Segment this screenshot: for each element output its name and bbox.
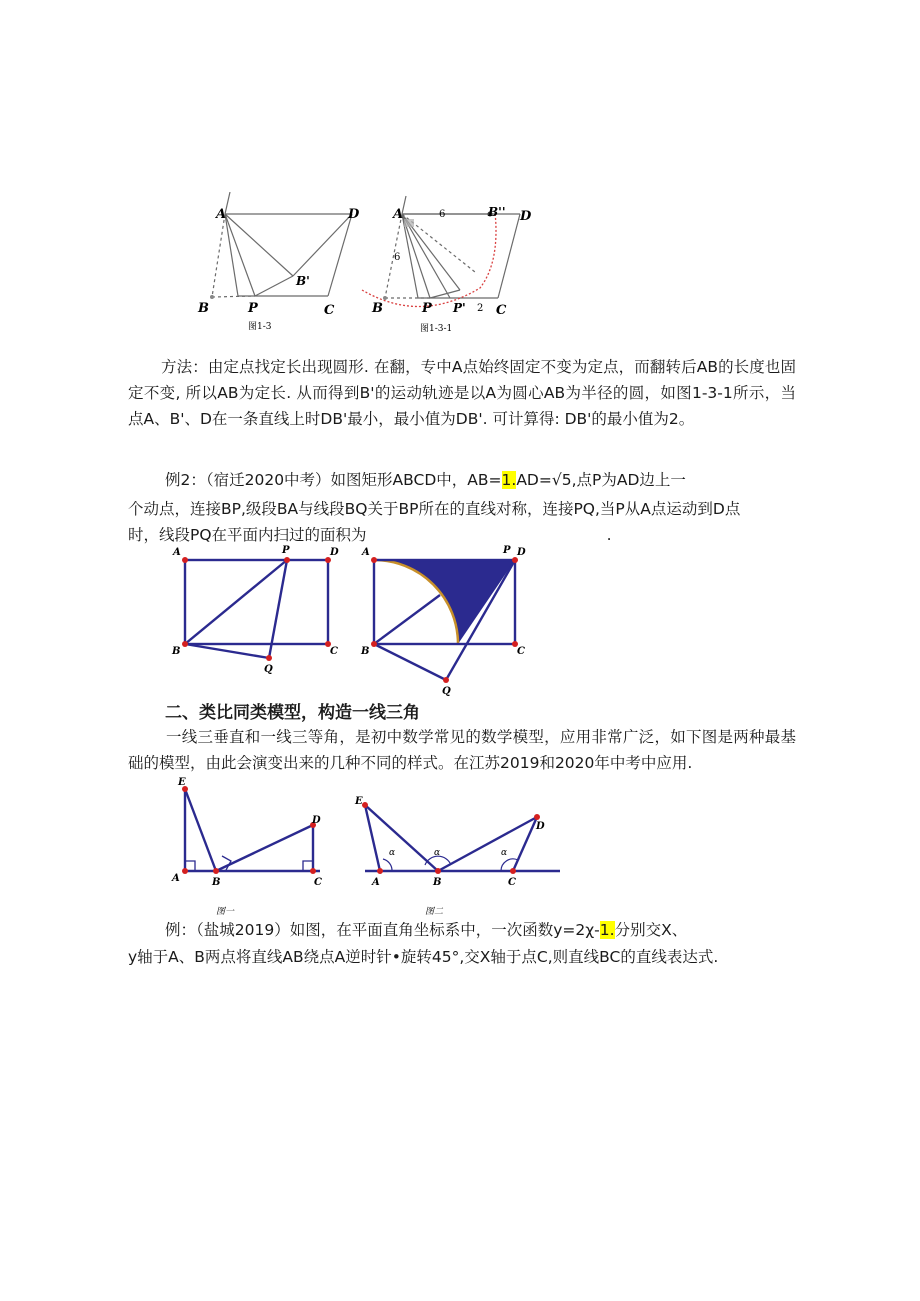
label-alpha: α [501, 848, 508, 858]
label-c: C [314, 877, 322, 888]
label-p: P [503, 545, 511, 556]
label-q: Q [442, 686, 451, 697]
caption-figure-one: 图一 [216, 907, 235, 917]
label-p-prime: P' [453, 301, 466, 315]
example-3-text-pre: 例：（盐城2019）如图，在平面直角坐标系中，一次函数y=2χ- [165, 921, 600, 939]
label-alpha: α [389, 848, 396, 858]
label-e: E [178, 777, 186, 788]
figure-example-2 [170, 540, 540, 700]
label-b: B [433, 877, 442, 888]
label-a: A [172, 873, 180, 884]
figure-1-3 [190, 192, 540, 342]
label-a: A [362, 547, 370, 558]
label-a: A [372, 877, 380, 888]
motion-arc [362, 212, 496, 307]
label-a: A [393, 207, 404, 222]
example-2-text-post: AD=√5,点P为AD边上一 [516, 471, 686, 489]
label-p: P [282, 545, 290, 556]
caption-figure-two: 图二 [425, 907, 444, 917]
example-2-line-2: 个动点，连接BP,级段BA与线段BQ关于BP所在的直线对称，连接PQ,当P从A点运动到D点 [128, 500, 741, 518]
label-p: P [422, 301, 432, 316]
label-d: D [517, 547, 526, 558]
label-six-top: 6 [439, 209, 446, 220]
example-3-line-2: y轴于A、B两点将直线AB绕点A逆时针•旋转45°,交X轴于点C,则直线BC的直线表达式. [128, 948, 719, 966]
label-d: D [348, 207, 360, 222]
label-b: B [361, 646, 370, 657]
label-p: P [248, 301, 258, 316]
label-b: B [372, 301, 383, 316]
caption-fig-1-3-1: 图1-3-1 [420, 324, 453, 334]
label-d: D [330, 547, 339, 558]
label-c: C [324, 303, 335, 318]
label-b-prime: B' [296, 274, 310, 288]
label-d: D [536, 821, 545, 832]
example-3-highlight: 1. [599, 921, 615, 939]
label-six-side: 6 [394, 252, 401, 263]
example-2-line-1 [165, 467, 686, 493]
label-d: D [312, 815, 321, 826]
model-paragraph: 一线三垂直和一线三等角，是初中数学常见的数学模型，应用非常广泛，如下图是两种最基础的模型，由此会演变出来的几种不同的样式。在江苏2019和2020年中考中应用. [128, 728, 796, 772]
caption-fig-1-3: 图1-3 [248, 322, 272, 332]
swept-area [374, 560, 515, 644]
example-3-line-1 [165, 917, 687, 943]
label-q: Q [264, 664, 273, 675]
label-alpha: α [434, 848, 441, 858]
label-c: C [508, 877, 516, 888]
label-two: 2 [477, 303, 484, 314]
label-c: C [517, 646, 525, 657]
label-b-double-prime: B'' [488, 205, 506, 219]
section-heading: 二、类比同类模型，构造一线三角 [165, 703, 420, 723]
example-3-text-post: 分别交X、 [614, 921, 688, 939]
example-2-text-line3-end: . [606, 526, 612, 544]
example-2-text-line3: 时，线段PQ在平面内扫过的面积为 [128, 526, 367, 544]
example-2-text-pre: 例2：（宿迁2020中考）如图矩形ABCD中，AB= [165, 471, 502, 489]
figure-models [170, 775, 570, 920]
example-2-highlight: 1. [501, 471, 517, 489]
label-c: C [496, 303, 507, 318]
label-a: A [216, 207, 227, 222]
label-c: C [330, 646, 338, 657]
label-d: D [520, 209, 532, 224]
label-e: E [355, 796, 363, 807]
method-paragraph: 方法：由定点找定长出现圆形. 在翻，专中A点始终固定不变为定点，而翻转后AB的长度也固定不变, 所以AB为定长. 从而得到B'的运动轨迹是以A为圆心AB为半径的圆，如图1-3-1所示，当点A、B'、D在一条直线上时DB'最小，最小值为DB'. 可计算得: DB'的最小值为2。 [128, 358, 796, 428]
label-b: B [198, 301, 209, 316]
label-a: A [173, 547, 181, 558]
label-b: B [212, 877, 221, 888]
label-b: B [172, 646, 181, 657]
